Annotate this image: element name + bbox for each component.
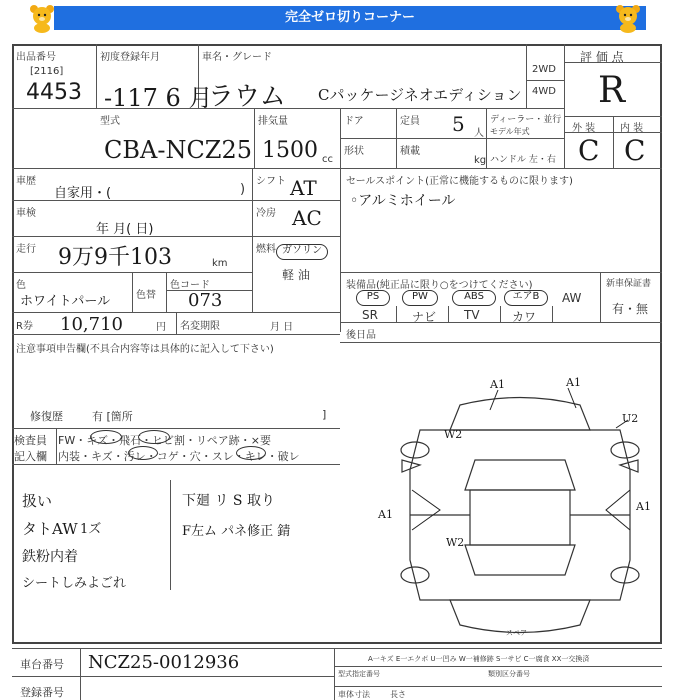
- check-wear-circle: [236, 446, 266, 460]
- displacement-value: 1500: [262, 138, 318, 163]
- chassis-number: NCZ25-0012936: [88, 652, 240, 673]
- mark-w2-bottom: W2: [446, 536, 465, 549]
- aircon-value: AC: [292, 206, 322, 230]
- equip-ps: PS: [356, 290, 390, 306]
- fuel-label: 燃料: [256, 244, 276, 255]
- history-label: 車歴: [16, 176, 36, 187]
- body-length-label: 長さ: [390, 690, 406, 699]
- remark-left-3: 鉄粉内着: [22, 549, 78, 565]
- model-designation-label: 型式指定番号: [338, 670, 380, 678]
- evaluation-score: R: [598, 70, 626, 111]
- inspection-label: 車検: [16, 208, 36, 219]
- remark-right-2: F左ム パネ修正 錆: [182, 524, 291, 539]
- car-name-label: 車名・グレード: [202, 52, 272, 63]
- capacity-unit: 人: [474, 128, 484, 139]
- inspector-label: 検査員: [14, 434, 47, 447]
- color-code-value: 073: [188, 290, 223, 311]
- load-unit: kg: [474, 155, 487, 166]
- check-scratch-circle: [90, 430, 122, 444]
- first-registration-value: -117 6 月: [104, 84, 213, 112]
- name-change-value: 月 日: [270, 322, 294, 333]
- door-label: ドア: [344, 116, 364, 127]
- score-title: 評 価 点: [580, 50, 624, 64]
- equip-aw: AW: [562, 291, 582, 305]
- damage-legend: A一キズ E一エクボ U一凹み W一補修跡 S一サビ C一腐食 XX一交換済: [368, 655, 590, 663]
- repair-bracket-close: ]: [322, 408, 327, 421]
- remark-left-4: シートしみよごれ: [22, 576, 127, 591]
- repaint-label: 色替: [136, 290, 156, 301]
- exterior-grade: C: [578, 134, 600, 167]
- mark-a1-right: A1: [636, 500, 651, 513]
- exterior-grade-label: 外 装: [572, 123, 596, 134]
- capacity-label: 定員: [400, 116, 420, 127]
- color-code-label: 色コード: [170, 280, 210, 291]
- mark-u2: U2: [622, 412, 639, 425]
- banner-title: 完全ゼロ切りコーナー: [284, 10, 415, 25]
- fuel-diesel-option: 軽 油: [282, 268, 310, 282]
- history-value: 自家用・(: [54, 186, 112, 201]
- history-paren-close: ): [240, 182, 246, 197]
- spare-label: スペア: [506, 629, 527, 637]
- mileage-label: 走行: [16, 244, 36, 255]
- mark-a1-top-right: A1: [566, 376, 581, 389]
- mark-a1-left: A1: [378, 508, 393, 521]
- lot-sub-number: [2116]: [30, 66, 64, 77]
- notes-label: 注意事項申告欄(不具合内容等は具体的に記入して下さい): [16, 344, 274, 355]
- car-condition-diagram: [380, 360, 660, 640]
- mark-a1-top-left: A1: [490, 378, 505, 391]
- interior-grade-label: 内 装: [620, 123, 644, 134]
- recycle-ticket-value: 10,710: [60, 314, 123, 335]
- drive-2wd-label: 2WD: [532, 64, 556, 75]
- exterior-check-line: FW・キズ・飛石・ヒビ割・リペア跡・×要: [58, 434, 271, 447]
- recycle-ticket-label: R券: [16, 321, 33, 332]
- color-value: ホワイトパール: [20, 294, 111, 309]
- equip-pw: PW: [402, 290, 438, 306]
- capacity-value: 5: [452, 112, 465, 136]
- mileage-value: 9万9千103: [58, 245, 172, 270]
- sales-point-label: セールスポイント(正常に機能するものに限ります): [346, 176, 573, 187]
- lot-number-label: 出品番号: [16, 52, 56, 63]
- displacement-label: 排気量: [258, 116, 288, 127]
- repair-history-value: 有 [箇所: [92, 410, 133, 423]
- lot-number: 4453: [26, 80, 82, 105]
- interior-grade: C: [624, 134, 646, 167]
- displacement-unit: cc: [322, 154, 333, 165]
- equip-navi: ナビ: [412, 310, 437, 324]
- remark-left-1: 扱い: [22, 492, 53, 510]
- bear-mascot-icon: [28, 3, 56, 33]
- new-car-warranty-label: 新車保証書: [606, 279, 652, 289]
- aircon-label: 冷房: [256, 208, 276, 219]
- repair-history-label: 修復歴: [30, 410, 63, 423]
- equip-sr: SR: [362, 308, 378, 322]
- color-label: 色: [16, 280, 26, 291]
- classification-label: 類別区分番号: [488, 670, 530, 678]
- equip-airbag: エアB: [504, 290, 548, 306]
- model-code: CBA-NCZ25: [104, 136, 253, 164]
- name-change-label: 名変期限: [180, 321, 220, 332]
- fuel-gasoline-option: ガソリン: [276, 244, 328, 260]
- remark-left-2: タトAW: [22, 520, 78, 538]
- model-year-label: モデル年式: [490, 127, 530, 136]
- shape-label: 形状: [344, 146, 364, 157]
- drive-4wd-label: 4WD: [532, 86, 556, 97]
- model-label: 型式: [100, 116, 120, 127]
- mark-w2-top: W2: [444, 428, 463, 441]
- handle-label: ハンドル 左・右: [490, 155, 556, 165]
- registration-number-label: 登録番号: [20, 686, 64, 699]
- mileage-unit: km: [212, 258, 228, 269]
- bear-mascot-icon: [614, 3, 642, 33]
- shift-value: AT: [290, 176, 317, 200]
- equip-abs: ABS: [452, 290, 496, 306]
- check-stain-circle: [128, 446, 158, 460]
- first-registration-label: 初度登録年月: [100, 52, 160, 63]
- remark-left-2b: 1ズ: [80, 522, 102, 537]
- after-items-label: 後日品: [346, 330, 376, 341]
- body-dimension-label: 車体寸法: [338, 690, 370, 699]
- check-chip-circle: [138, 430, 170, 444]
- equipment-label: 装備品(純正品に限り○をつけてください): [346, 280, 533, 291]
- equip-leather: カワ: [512, 310, 537, 324]
- chassis-number-label: 車台番号: [20, 658, 64, 671]
- car-grade: Cパッケージネオエディション: [318, 86, 522, 104]
- remark-right-1: 下廻 リ S 取り: [182, 493, 275, 509]
- car-name: ラウム: [208, 82, 286, 112]
- interior-check-line: 内装・キズ・汚レ・コゲ・穴・スレ・キレ・破レ: [58, 450, 300, 463]
- load-label: 積載: [400, 146, 420, 157]
- equip-tv: TV: [464, 308, 480, 322]
- recycle-ticket-unit: 円: [156, 322, 166, 333]
- dealer-label: ディーラー・並行: [490, 115, 562, 125]
- inspection-value: 年 月( 日): [96, 222, 154, 237]
- shift-label: シフト: [256, 176, 286, 187]
- entry-label: 記入欄: [14, 450, 47, 463]
- new-car-warranty-value: 有・無: [612, 302, 649, 316]
- sales-point-item: ◦アルミホイール: [350, 193, 456, 209]
